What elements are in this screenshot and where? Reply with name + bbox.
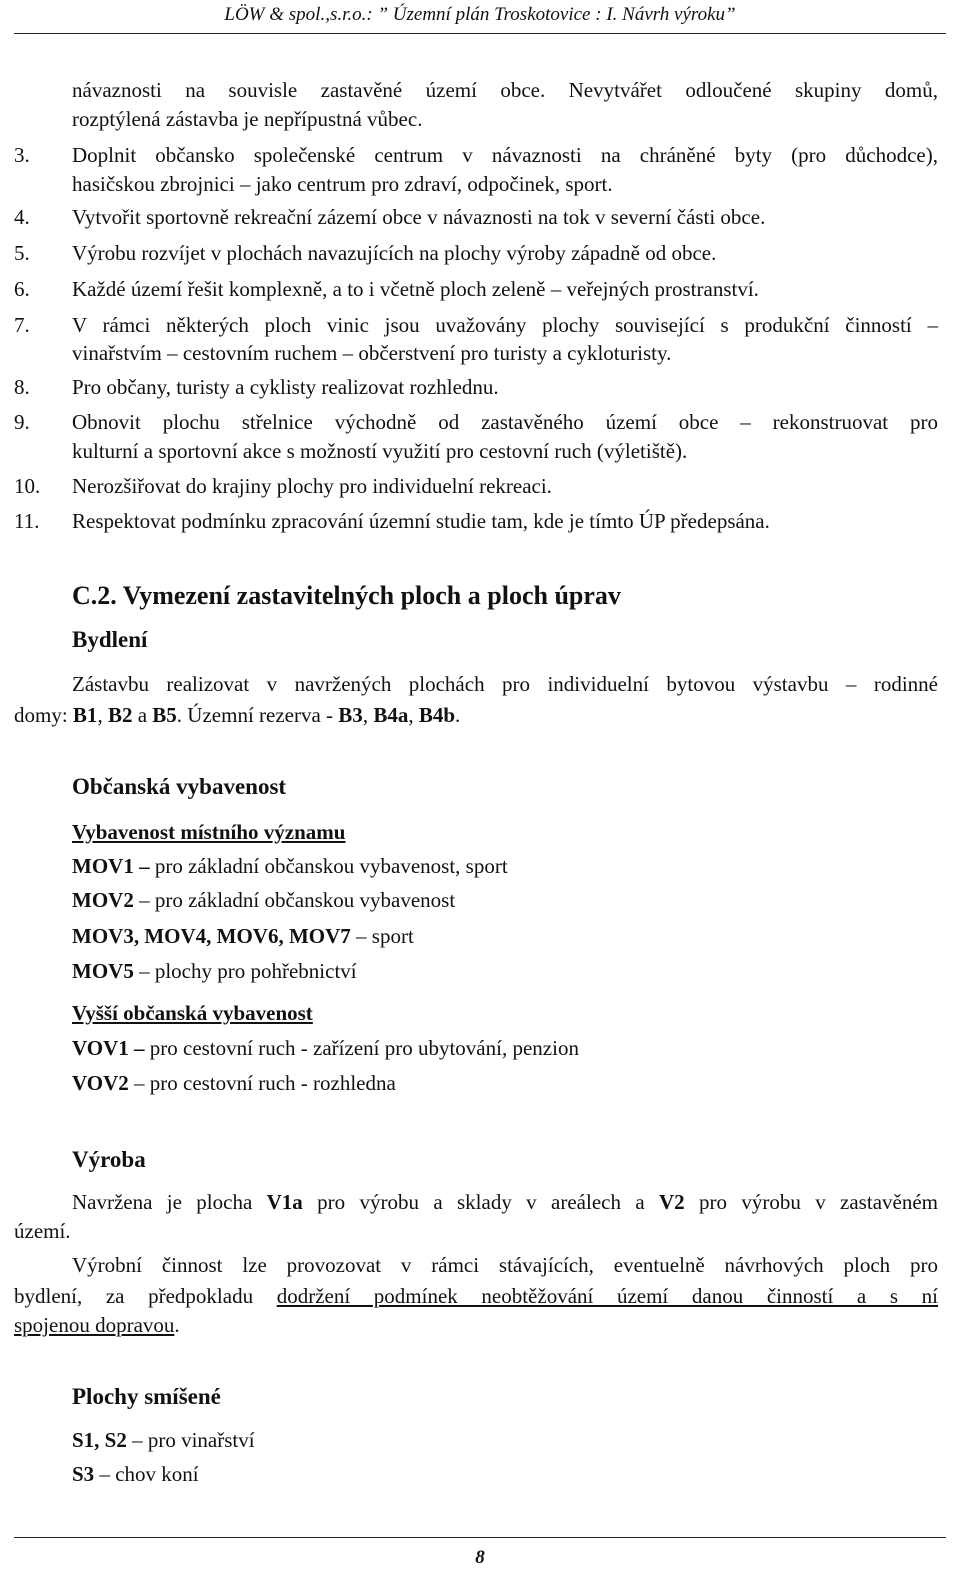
list-item-number: 5. xyxy=(14,241,30,265)
vybavenost-item: MOV1 – pro základní občanskou vybavenost, sport xyxy=(72,854,508,878)
heading-obcanska-vybavenost: Občanská vybavenost xyxy=(72,774,287,799)
section-heading-c2: C.2. Vymezení zastavitelných ploch a ploch úprav xyxy=(72,581,621,610)
bydleni-paragraph-line: Zástavbu realizovat v navržených plochách pro individuelní bytovou výstavbu – rodinné xyxy=(72,672,938,696)
header-divider xyxy=(14,33,946,34)
list-item-number: 4. xyxy=(14,205,30,229)
smisene-item: S3 – chov koní xyxy=(72,1462,199,1486)
list-item-text: V rámci některých ploch vinic jsou uvažovány plochy související s produkční činností – xyxy=(72,313,938,337)
list-item-number: 6. xyxy=(14,277,30,301)
subheading-vyssi-vybavenost: Vyšší občanská vybavenost xyxy=(72,1001,313,1025)
list-item-text: Výrobu rozvíjet v plochách navazujících na plochy výroby západně od obce. xyxy=(72,241,717,265)
vybavenost-item: MOV2 – pro základní občanskou vybavenost xyxy=(72,888,456,912)
subheading-mistni-vyznam: Vybavenost místního významu xyxy=(72,820,346,844)
heading-vyroba: Výroba xyxy=(72,1147,146,1172)
vybavenost-item: VOV1 – pro cestovní ruch - zařízení pro ubytování, penzion xyxy=(72,1036,579,1060)
vybavenost-item: MOV5 – plochy pro pohřebnictví xyxy=(72,959,357,983)
vyroba-paragraph-line: spojenou dopravou. xyxy=(14,1313,180,1337)
list-item-number: 10. xyxy=(14,474,41,498)
vyroba-paragraph-line: území. xyxy=(14,1219,71,1243)
vyroba-paragraph-line: bydlení, za předpokladu dodržení podmínek neobtěžování území danou činností a s ní xyxy=(14,1284,938,1308)
heading-plochy-smisene: Plochy smíšené xyxy=(72,1384,221,1409)
list-item-text: Vytvořit sportovně rekreační zázemí obce v návaznosti na tok v severní části obce. xyxy=(72,205,766,229)
list-item-text: Doplnit občansko společenské centrum v návaznosti na chráněné byty (pro důchodce), xyxy=(72,143,938,167)
list-item-text: Respektovat podmínku zpracování územní studie tam, kde je tímto ÚP předepsána. xyxy=(72,509,770,533)
list-item-text: kulturní a sportovní akce s možností využití pro cestovní ruch (výletiště). xyxy=(72,439,688,463)
list-item-text: vinařstvím – cestovním ruchem – občerstvení pro turisty a cykloturisty. xyxy=(72,341,672,365)
bydleni-paragraph-line: domy: B1, B2 a B5. Územní rezerva - B3, B4a, B4b. xyxy=(14,703,461,727)
list-item-number: 7. xyxy=(14,313,30,337)
list-item-text: Pro občany, turisty a cyklisty realizovat rozhlednu. xyxy=(72,375,499,399)
vyroba-paragraph-line: Výrobní činnost lze provozovat v rámci stávajících, eventuelně návrhových ploch pro xyxy=(72,1253,938,1277)
heading-bydleni: Bydlení xyxy=(72,627,148,652)
list-item-number: 11. xyxy=(14,509,40,533)
list-item-number: 9. xyxy=(14,410,30,434)
page-header: LÖW & spol.,s.r.o.: ” Územní plán Troskotovice : I. Návrh výroku” xyxy=(224,4,736,25)
list-continuation-line: návaznosti na souvisle zastavěné území obce. Nevytvářet odloučené skupiny domů, xyxy=(72,78,938,102)
list-item-number: 3. xyxy=(14,143,30,167)
list-item-text: hasičskou zbrojnici – jako centrum pro zdraví, odpočinek, sport. xyxy=(72,172,613,196)
page-number: 8 xyxy=(475,1547,485,1568)
vyroba-paragraph-line: Navržena je plocha V1a pro výrobu a sklady v areálech a V2 pro výrobu v zastavěném xyxy=(72,1190,938,1214)
footer-divider xyxy=(14,1537,946,1538)
list-item-text: Nerozšiřovat do krajiny plochy pro individuelní rekreaci. xyxy=(72,474,552,498)
vybavenost-item: VOV2 – pro cestovní ruch - rozhledna xyxy=(72,1071,396,1095)
list-item-number: 8. xyxy=(14,375,30,399)
vybavenost-item: MOV3, MOV4, MOV6, MOV7 – sport xyxy=(72,924,414,948)
list-continuation-line: rozptýlená zástavba je nepřípustná vůbec. xyxy=(72,107,423,131)
list-item-text: Obnovit plochu střelnice východně od zastavěného území obce – rekonstruovat pro xyxy=(72,410,938,434)
smisene-item: S1, S2 – pro vinařství xyxy=(72,1428,255,1452)
list-item-text: Každé území řešit komplexně, a to i včetně ploch zeleně – veřejných prostranství. xyxy=(72,277,759,301)
